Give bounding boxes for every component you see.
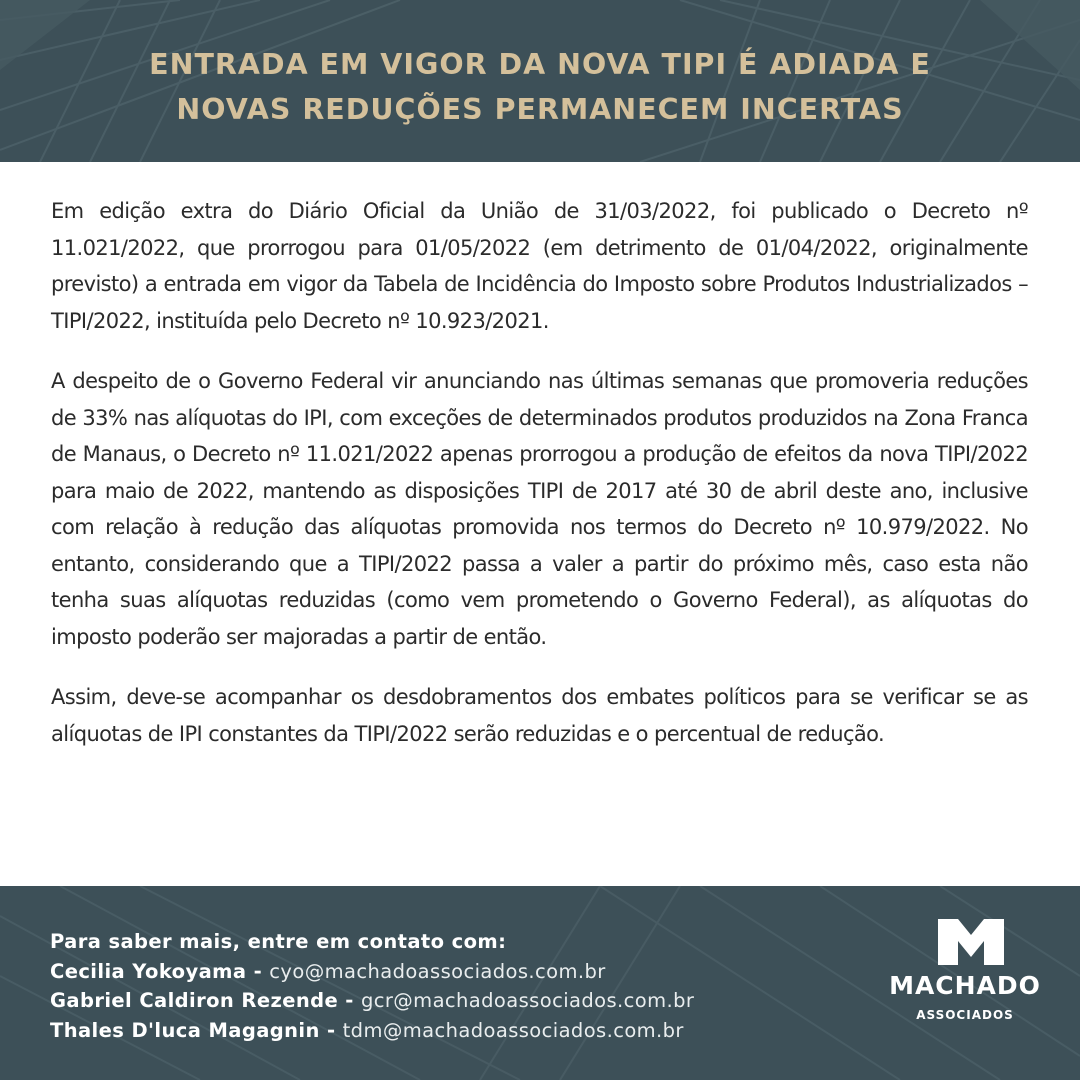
machado-m-logo-icon <box>938 919 1004 965</box>
contact-email-link[interactable]: gcr@machadoassociados.com.br <box>360 989 695 1012</box>
logo-subtitle: ASSOCIADOS <box>916 1008 1014 1022</box>
article-body <box>51 193 1028 776</box>
title-line-2: NOVAS REDUÇÕES PERMANECEM INCERTAS <box>176 93 904 126</box>
contact-email-link[interactable]: tdm@machadoassociados.com.br <box>342 1018 684 1042</box>
contact-name: Thales D'luca Magagnin - <box>50 1018 343 1042</box>
machado-associados-logo <box>880 919 1050 1039</box>
contact-block <box>50 927 870 1045</box>
contact-row <box>50 986 870 1016</box>
page-title <box>0 42 1080 132</box>
paragraph-2: A despeito de o Governo Federal vir anunciando nas últimas semanas que promoveria reduções de 33% nas alíquotas do IPI, com exceções de determinados produtos produzidos na Zona Franca de Manaus, o Decreto nº 11.021/2022 apenas prorrogou a produção de efeitos da nova TIPI/2022 para maio de 2022, mantendo as disposições TIPI de 2017 até 30 de abril deste ano, inclusive com relação à redução das alíquotas promovida nos termos do Decreto nº 10.979/2022. No entanto, considerando que a TIPI/2022 passa a valer a partir do próximo mês, caso esta não tenha suas alíquotas reduzidas (como vem prometendo o Governo Federal), as alíquotas do imposto poderão ser majoradas a partir de então. <box>51 369 1028 649</box>
contact-heading: Para saber mais, entre em contato com: <box>50 930 507 953</box>
header-band <box>0 0 1080 162</box>
logo-name: MACHADO <box>889 971 1041 1000</box>
contact-email-link[interactable]: cyo@machadoassociados.com.br <box>269 959 606 983</box>
paragraph-1: Em edição extra do Diário Oficial da União de 31/03/2022, foi publicado o Decreto nº 11.021/2022, que prorrogou para 01/05/2022 (em detrimento de 01/04/2022, originalmente previsto) a entrada em vigor da Tabela de Incidência do Imposto sobre Produtos Industrializados – TIPI/2022, instituída pelo Decreto nº 10.923/2021. <box>51 199 1028 333</box>
contact-row <box>50 957 870 987</box>
footer-band <box>0 886 1080 1080</box>
paragraph-3: Assim, deve-se acompanhar os desdobramentos dos embates políticos para se verificar se as alíquotas de IPI constantes da TIPI/2022 serão reduzidas e o percentual de redução. <box>51 685 1028 746</box>
contact-name: Gabriel Caldiron Rezende - <box>50 989 361 1012</box>
contact-row <box>50 1016 870 1046</box>
title-line-1: ENTRADA EM VIGOR DA NOVA TIPI É ADIADA E <box>149 48 931 81</box>
contact-name: Cecilia Yokoyama - <box>50 959 270 983</box>
